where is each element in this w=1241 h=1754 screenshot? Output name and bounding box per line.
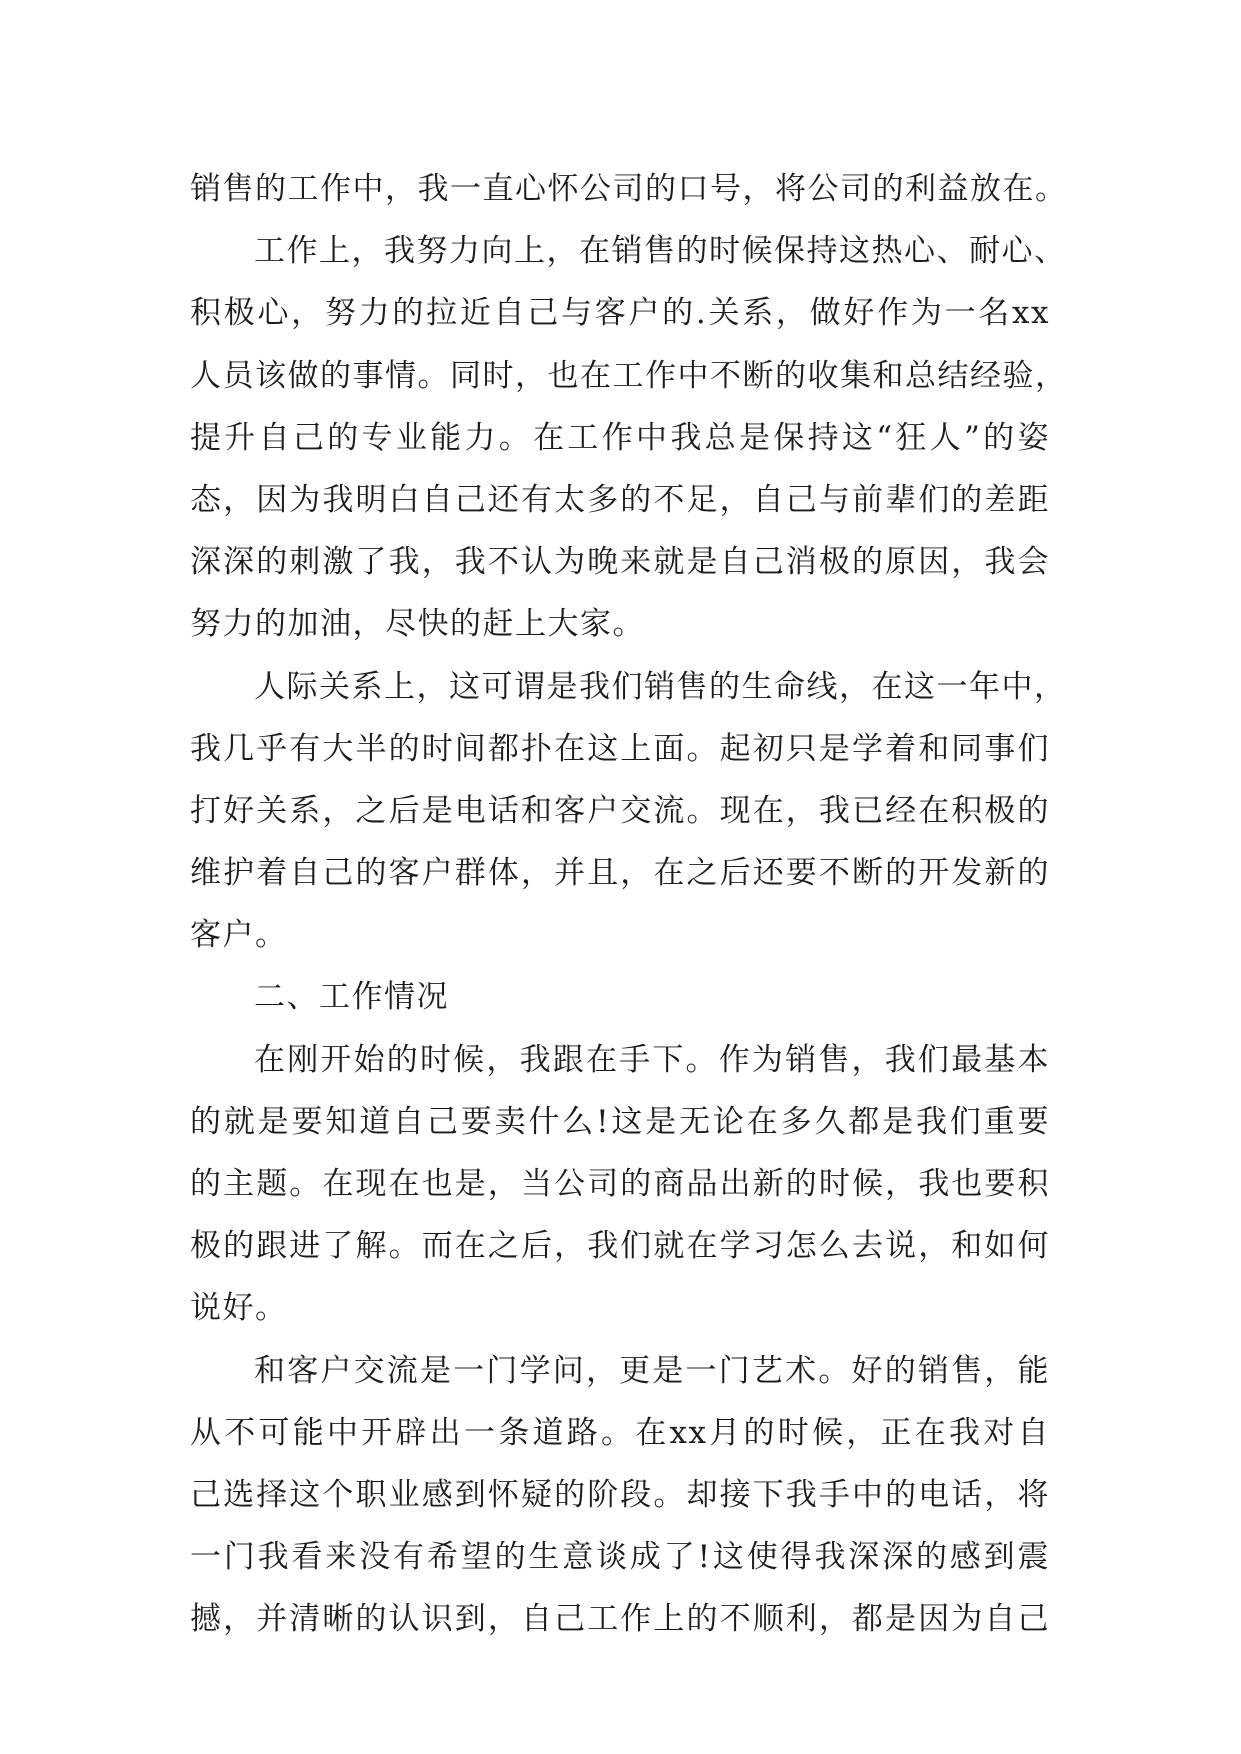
paragraph-end-line: 说好。 [190,1290,288,1327]
text-line: 的主题。在现在也是，当公司的商品出新的时候，我也要积 [190,1166,1050,1202]
text-line: 一门我看来没有希望的生意谈成了!这使得我深深的感到震 [190,1539,1050,1576]
text-line: 从不可能中开辟出一条道路。在xx月的时候，正在我对自 [190,1414,1050,1451]
text-line: 提升自己的专业能力。在工作中我总是保持这“狂人”的姿 [190,419,1050,456]
paragraph-end-line: 客户。 [190,917,288,954]
text-line: 态，因为我明白自己还有太多的不足，自己与前辈们的差距 [190,481,1050,518]
section-heading: 二、工作情况 [254,979,449,1016]
paragraph-start-line: 在刚开始的时候，我跟在手下。作为销售，我们最基本 [254,1041,1050,1078]
text-line: 销售的工作中，我一直心怀公司的口号，将公司的利益放在。 [190,171,1068,207]
text-line: 打好关系，之后是电话和客户交流。现在，我已经在积极的 [190,792,1050,829]
text-line: 己选择这个职业感到怀疑的阶段。却接下我手中的电话，将 [190,1476,1050,1513]
paragraph-start-line: 工作上，我努力向上，在销售的时候保持这热心、耐心、 [254,233,1067,270]
paragraph-start-line: 和客户交流是一门学问，更是一门艺术。好的销售，能 [254,1352,1050,1389]
document-body [190,158,1068,1651]
text-line: 的就是要知道自己要卖什么!这是无论在多久都是我们重要 [190,1103,1050,1140]
text-line: 我几乎有大半的时间都扑在这上面。起初只是学着和同事们 [190,730,1050,767]
paragraph-end-line: 努力的加油，尽快的赶上大家。 [190,606,645,643]
text-line: 撼，并清晰的认识到，自己工作上的不顺利，都是因为自己 [190,1601,1050,1638]
paragraph-start-line: 人际关系上，这可谓是我们销售的生命线，在这一年中， [254,668,1067,705]
text-line: 维护着自己的客户群体，并且，在之后还要不断的开发新的 [190,855,1050,892]
text-line: 深深的刺激了我，我不认为晚来就是自己消极的原因，我会 [190,544,1050,581]
text-line: 积极心，努力的拉近自己与客户的.关系，做好作为一名xx [190,295,1050,332]
text-line: 人员该做的事情。同时，也在工作中不断的收集和总结经验， [190,357,1068,394]
text-line: 极的跟进了解。而在之后，我们就在学习怎么去说，和如何 [190,1228,1050,1265]
